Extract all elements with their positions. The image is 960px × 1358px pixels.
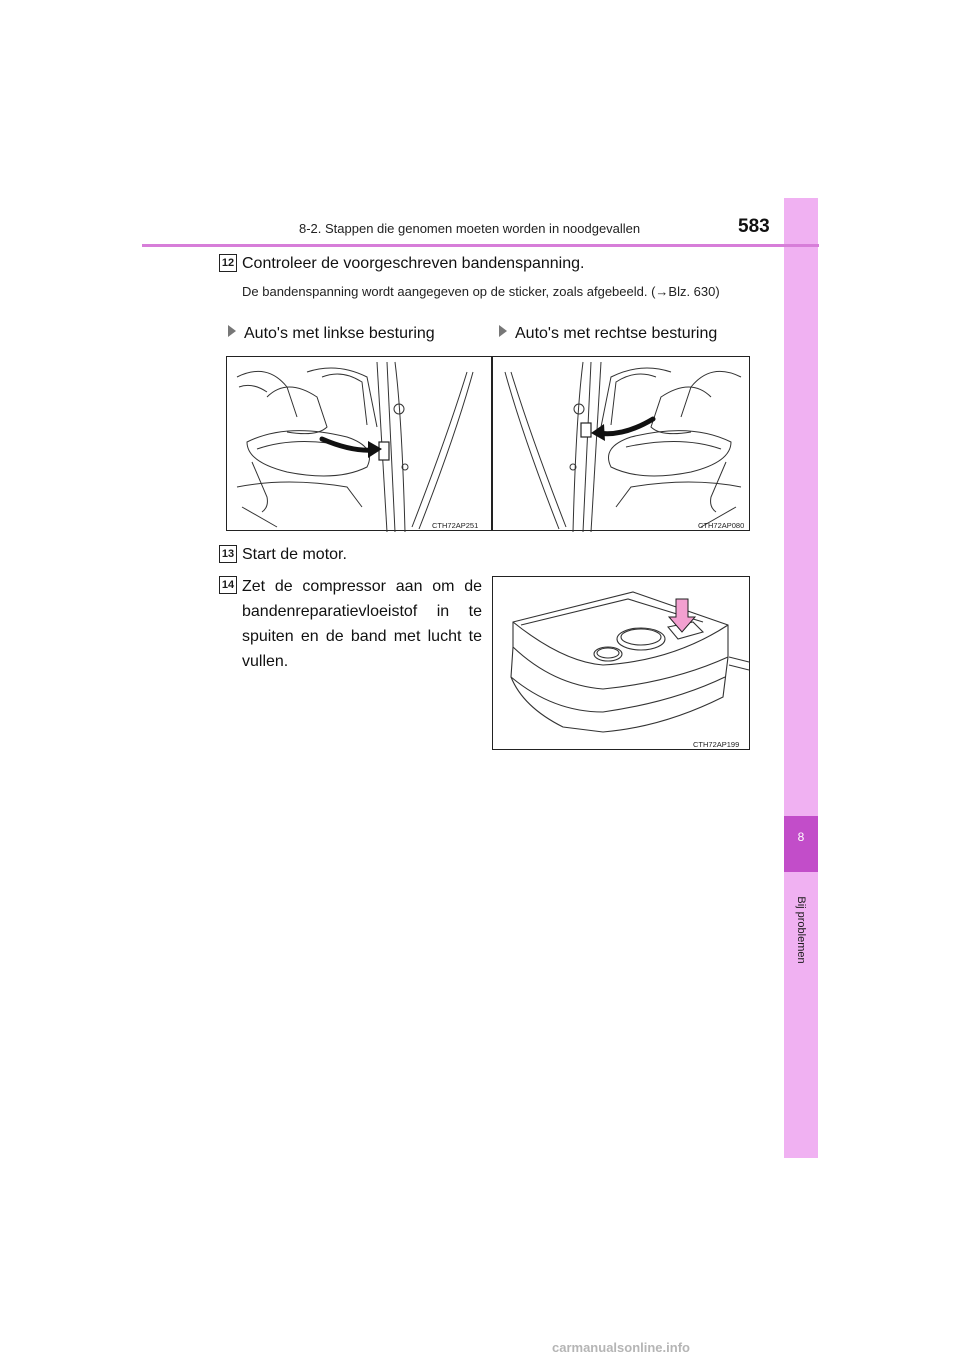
pointer-arrow-icon bbox=[322, 439, 375, 450]
chapter-number: 8 bbox=[797, 830, 805, 844]
step-number-12: 12 bbox=[219, 254, 237, 272]
page-number: 583 bbox=[738, 216, 770, 237]
caption-left-hand-drive bbox=[228, 325, 435, 343]
figure-code-compressor: CTH72AP199 bbox=[693, 740, 740, 749]
triangle-bullet-icon bbox=[499, 325, 507, 337]
section-title: 8-2. Stappen die genomen moeten worden in noodgevallen bbox=[299, 221, 641, 236]
pointer-arrow-icon bbox=[598, 419, 653, 434]
step-12-text: Controleer de voorgeschreven bandenspanning. bbox=[242, 255, 585, 272]
figure-code-right: CTH72AP080 bbox=[698, 521, 745, 530]
figure-code-left: CTH72AP251 bbox=[432, 521, 479, 530]
header-rule bbox=[142, 244, 819, 247]
figure-rhd-tire-sticker bbox=[492, 356, 750, 531]
tire-sticker-icon bbox=[581, 423, 591, 437]
figure-compressor bbox=[492, 576, 750, 750]
watermark: carmanualsonline.info bbox=[552, 1340, 690, 1355]
triangle-bullet-icon bbox=[228, 325, 236, 337]
caption-left-text: Auto's met linkse besturing bbox=[244, 325, 435, 342]
step-number-14: 14 bbox=[219, 576, 237, 594]
seat-and-pillar-illustration-mirrored bbox=[493, 357, 751, 532]
caption-right-text: Auto's met rechtse besturing bbox=[515, 325, 718, 342]
step-number-13: 13 bbox=[219, 545, 237, 563]
chapter-side-tab bbox=[784, 198, 818, 1158]
press-arrow-icon bbox=[669, 599, 695, 632]
seat-and-pillar-illustration bbox=[227, 357, 493, 532]
step-12-note: De bandenspanning wordt aangegeven op de sticker, zoals afgebeeld. (→Blz. 630) bbox=[242, 284, 720, 299]
caption-right-hand-drive bbox=[499, 325, 717, 343]
figure-lhd-tire-sticker bbox=[226, 356, 492, 531]
chapter-number-box bbox=[784, 816, 818, 872]
step-14-text: Zet de compressor aan om de bandenreparatievloeistof in te spuiten en de band met lucht te vullen. bbox=[242, 578, 482, 670]
tire-sticker-icon bbox=[379, 442, 389, 460]
chapter-label: Bij problemen bbox=[795, 896, 807, 964]
compressor-illustration bbox=[493, 577, 751, 751]
step-13-text: Start de motor. bbox=[242, 546, 347, 563]
